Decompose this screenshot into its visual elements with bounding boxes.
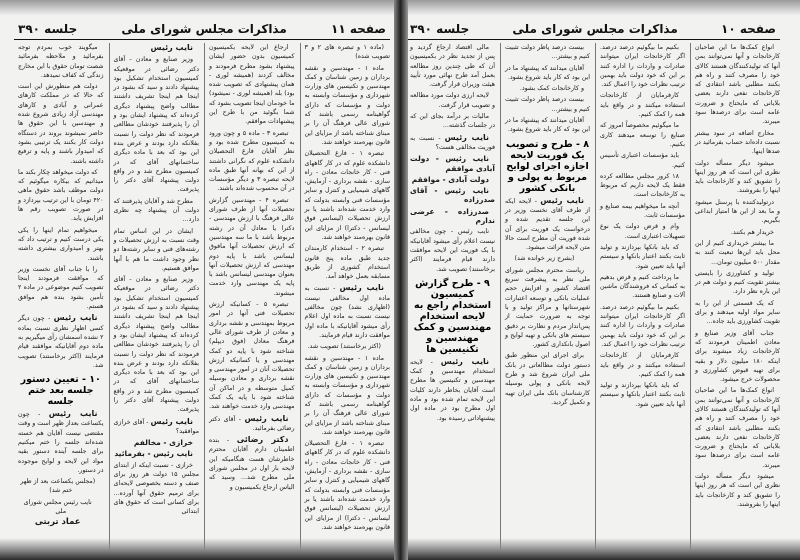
paragraph: تولید و کشاورزی را بایستی بیشتر تقویت کنیم و دولت هم در این باره نظر دارد. bbox=[695, 269, 780, 296]
section-heading: ۸ - طرح و تصویب یک فوریت لایحه اجازه اجرای لوایح مربوط به پولی و بانکی کشور bbox=[505, 138, 590, 194]
paragraph: وزیر صنایع و معادن - آقای دکتر رضائی در موقعیکه کمیسیون استخدام تشکیل بود پیشنهاد دادند و سید که بشود در اینجا هم اینجا تشریف داشتند مطالب واضح پیشنهاد دیگری کرده‌اند که پیشنهاد ایشان بود و آن را پذیرفتند خودشان مطالعی فرمودند که نظر دولت را نسبت بفلانکه دارد بودند و عرض بنده این بود که بعد با ماده دیگری ساختمانهای آقای که در کمیسیون مطرح شد و در واقع دولت پیشنهاد آقای دکتر را پذیرفت. bbox=[113, 56, 199, 194]
paragraph: مالیات بر درآمد بجای این که در جلسات گذشته... bbox=[410, 113, 495, 130]
paragraph: خریدار هم بکنند. bbox=[730, 228, 774, 236]
right-page-columns bbox=[406, 43, 780, 553]
paragraph: (ماده ۱ و تبصره های ۲ و ۳ تصویب شده) bbox=[304, 44, 390, 61]
section-heading: ۱۰ - تعیین دستور جلسه بعد ختم جلسه bbox=[20, 374, 101, 408]
paragraph: آقایان میدانند که پیشنهاد ما در این بود که کار باید شروع بشود. bbox=[505, 64, 590, 81]
speech bbox=[410, 133, 495, 153]
speaker-name: نایب رئیس bbox=[440, 356, 489, 366]
paragraph: ما میگوئیم مخصوصاً امروز که صنایع را توسعه میدهند کاری بکنیم. bbox=[600, 122, 685, 148]
paragraph: که دولت میخواهد چکار بکند ما میدانیم که بیکاره میگوئیم که دولت موظف باشد حقوق ماهی ۴۲۰ تومان با این ترتیب بپردازد و در صورت تصویب رقم ها افزایش یابد. bbox=[18, 168, 104, 223]
speech bbox=[209, 435, 295, 492]
paragraph: تبصره ۳ - ماده ۵ و چون ورود به کمیسیون مطرح شده بود و نظر آقایان فارغ التحصیلان دانشکده علوم که نگرانی داشتند از این که بهانه آنها طبق ماده لایحه تبصره ۳ و دیگر مؤسسات در آن محسوب شده‌اند باشند. bbox=[209, 129, 295, 193]
speech-text: - چون یکساعت بعداز ظهر است و وقت مقتضی نیست آقایان هم خسته شده‌اند جلسه را ختم میکنیم برای جلسه آینده دستور بقیه مواد این لایحه و لوایح موجوده در دستور. bbox=[18, 411, 104, 474]
speech-text: - آقای خرازی موافقید؟ bbox=[113, 418, 199, 435]
speech-text: - بنده اطمینان دارم آقایان محترم خاطرشان هست هنگامیکه این لایحه بار اول در مجلس شورای ملی مطرح شد... وسید که الیاس ارجاع بکمیسیون و bbox=[209, 437, 295, 491]
right-page-number: صفحه ۱۰ bbox=[721, 22, 776, 36]
paragraph: تبصره ۴ - مهندسین گزارش تحصیلات آنها از طرف شورای عالی فرهنگ با ارزش مهندسی - دکترا یا معادل آن در رشته مربوط باشد با ما سه مهندسین که ارزش تحصیلات آنها مافوق لیسانس باشد با پایه دوم مهندسی که ارزش تحصیلات آنها بعنوان مهندسی لیسانس باشد با پایه یک مهندسی وارد خدمت میشوند. bbox=[209, 196, 295, 297]
left-column-3 bbox=[109, 43, 200, 553]
signature-title: نایب رئیس مجلس شورای ملی bbox=[23, 498, 92, 516]
paragraph: میشود دیگر مسأله دولت نظری این است که هر روز اینها را تشویق کند و کارخانجات باید اینها را بفروشند. bbox=[695, 159, 780, 195]
speech bbox=[114, 417, 200, 437]
speaker-name: نایب رئیس bbox=[540, 195, 584, 205]
speech bbox=[410, 357, 495, 423]
paragraph: میخواهیم تمام اینها را یکی یکی درست کنیم و ترتیب داد که بهتر و امیدواری بیشتری داشته باشند. bbox=[18, 226, 104, 262]
paragraph: ریاست محترم مجلس شورای ملی نظر به پیشرفت سریع اقتصاد کشور و افزایش حجم عملیات بانکی و توسعه اعتبارات شهرستانها و مراکز تولید و با توجه به ضرورت حمایت از پس‌انداز مردم و نظارت بر دقیق سیستم های بانکی و تهیه لوایح و اصول بانکداری کشور. bbox=[505, 266, 590, 349]
left-column-4 bbox=[14, 43, 104, 553]
speech bbox=[305, 283, 391, 340]
paragraph: جناب آقای وزیر صنایع و معادن اطمینان فرمودند که کارخانجات زیاد میشوند برای اینکه ۱۸۰ میلیون دلار و بقیه برای تهیه قبوض کشاورزی و محصولات خرج میشود. bbox=[695, 329, 780, 384]
right-column-2 bbox=[595, 43, 685, 553]
paragraph: تبصره ۲ - استخدام کارمندان جدید طبق ماده پنج قانون استخدام کشوری از طریق مسابقه بعمل خواهد آمد. bbox=[304, 245, 390, 281]
paragraph: ماده ۱ - مهندسین و نقشه برداران و زمین شناسان و کمک مهندسین و تکنیسین های وزارت شهرداری و مؤسسات وابسته به دولت و مؤسسات که دارای گواهینامه رسمی باشند که شورای عالی فرهنگ آن را بر مبنای شناخته باشد از مزایای این قانون بهره‌مند خواهند شد. bbox=[304, 354, 390, 436]
paragraph: تبصره ۱ - فارغ التحصیلان دانشکده علوم که در کار گاهها‌ی فنی - کار خانجات معادن - راه سازی - نقشه برداری - آزمایش، گاهها‌ی شیمیایی و کنترل و سایر مؤسسات فنی وابسته بدولت که وارد خدمت شده‌اند باشند یا بر ارزش تحصیلات (لیسانس فوق لیسانس - دکترا) از مزایای این قانون بهره‌مند خواهند شد. bbox=[304, 440, 390, 531]
paragraph: میشود دیگر مسأله دولت نظری این است که هر روز اینها را تشویق کند و کارخانجات باید اینها را بفروشند. bbox=[695, 473, 780, 508]
speech-text: - آقای دکتر رضائی بفرمائید. bbox=[209, 415, 295, 432]
paragraph: ما بیشتر خریداری کنیم از این محل باید این‌ها تبعیت کنند به مقدار ۵۰۰ میلیون تومان... bbox=[695, 239, 780, 266]
paragraph: درتولیدکننده با پرسنل میشود و ما بعد از این ها امتیاز ابداعی بگیریم. bbox=[695, 198, 780, 225]
paragraph: بیست درصد پاظر دولت تثبیت کنیم و بیشتر... bbox=[505, 96, 590, 113]
center-note: (بشرح زیر خوانده شد) bbox=[514, 255, 575, 263]
paragraph: آنچه ما میخواهیم بیمه صنایع و مؤسسات ثابت. bbox=[600, 202, 685, 220]
speech-line: نایب رئیس - چون مخالفی نیست اعلام رأی میشود آقایانیکه با یک فوریت این لایحه موافقت دارند قیام فرمایند (اکثر برخاستند) تصویب شد. bbox=[410, 228, 495, 273]
speaker-name: نایب رئیس bbox=[339, 283, 384, 293]
signature-name: عماد تربتی bbox=[34, 517, 81, 528]
paragraph: کارفرمایان از کارخانجات استفاده میکنند و در واقع باید همه را کمک کنیم. bbox=[600, 92, 685, 119]
speech-text: - چون دیگر کسی اظهار نظری نسبت بماده ۲ نشده اسمشان رأی میگیریم به ماده دوم آقایانیکه موافقند قیام فرمایند (اکثر برخاستند) تصویب شد. bbox=[18, 315, 104, 369]
speech-line: صدرزاده - عرضی ندارم bbox=[410, 206, 495, 226]
paragraph: را با جناب آقای نخست وزیر که موافقت فرمودند اینجا تصویب کنیم موضوعی در ماده ۲ تأمین بشود بنده هم موافق هستم. bbox=[18, 265, 104, 311]
book-gutter bbox=[394, 0, 408, 560]
paragraph: که باید بانکها بپردازند و تولید ثابت بکنند اعتبار بانکها و سیستم آنها باید تعیین شود. bbox=[600, 382, 685, 408]
section-heading: ۹ - طرح گزارش کمیسیون استخدام راجع به لایحه استخدام مهندسین و کمک مهندسین و تکنیسین ها bbox=[413, 277, 492, 355]
right-column-1 bbox=[690, 43, 780, 553]
paragraph: ایشان در این اساس تمام وقت نسبت به ارزش تحصیلات و رشته‌های فنی و سایر رشته‌ها دو نظر وجود داشت ما هم با آنها موافق هستیم. bbox=[113, 227, 199, 272]
paragraph: مالی اقتصاد ارجاع گردید و پس از تجدید نظر در بکمیسیون آن که طی چندین روز مطالعه بعمل آمد طرح نهائی مورد تأیید هیئت وزیران قرار گرفت. bbox=[410, 44, 495, 89]
paragraph: بیست درصد پاظر دولت تثبیت کنیم و بیشتر... bbox=[505, 44, 590, 61]
speech bbox=[505, 196, 590, 253]
paragraph: مطرح شد و آقایان پذیرفتند که دولت آن پیشنهاد چه نظری دارد... bbox=[113, 197, 199, 224]
paragraph: ماده ۱ - مهندسین و نقشه برداران و زمین شناسان و کمک مهندسین و تکنیسین های وزارت شهرداری و مؤسسات وابسته به دولت و مؤسسات که دارای گواهینامه رسمی باشند که شورای عالی فرهنگ آن را بر مبنای شناخته باشد از مزایای این قانون بهره‌مند خواهند شد. bbox=[304, 64, 390, 146]
speech bbox=[18, 313, 104, 370]
paragraph: تبصره ۵ - کسانیکه ارزش تحصیلات فنی آنها در امور مربوط بمهندسی و نقشه برداری و معادن از طرف شورای عالی فرهنگ معادل (فوق دیپلم) شناخته شود با پایه دو کمک مهندسی و یا کسانیکه ارزش تحصیلات آنان در امور مهندسی و نقشه برداری و معادن بوسیله کمیل متوسطه و در اماکن آن شناخته شود با پایه یک کمک مهندسی وارد خدمت خواهند شد. bbox=[209, 301, 295, 411]
speech bbox=[114, 43, 200, 53]
speech-line: نایب رئیس - آقای صدرزاده bbox=[410, 186, 495, 205]
paragraph: ارجاع این لایحه بکمیسیون کمیسیون بدون حضور ایشان پیشنهاد بشود مطرح فرمودند و مخالف کردند (همیشه لوری - همان پیشنهادی که تصویب شده بود) بله (همیشه لوری - نمیشود) ما خودمان اینجا تصویب بشود که شما بگوئید من با طرح این پیشنهادات موافقم. bbox=[209, 44, 295, 126]
right-column-4 bbox=[406, 43, 495, 553]
paragraph: میگویند خوب بمردم توجه بفرمائید و ملاحظه بفرمائید شصت تومان حقوق با این مخارج زندگی که کفاف نمیدهد. bbox=[18, 44, 104, 79]
paragraph: و کارخانجات کمک بشود. bbox=[519, 85, 584, 93]
paragraph: انواع کمک‌ها ما این صاحبان کارخانجات و آنها نمی‌توانند بمن آنها که تولیدکنندگان هستند کالای خود را مصرف کنند و راه هم بکنند مطلبی باشد انتقادی که کارخانجات نفعی دارند بعضی بلایانی که مایحتاج و ضرورت عامه است برای درصد‌ها سود میبرند. bbox=[695, 387, 780, 469]
paragraph: کارفرمایان از کارخانجات استفاده میکنند و در واقع باید همه را کمک کنیم. bbox=[600, 352, 685, 378]
left-page-number: صفحه ۱۱ bbox=[331, 22, 386, 36]
paragraph: که باید بانکها بپردازند و تولید ثابت بکنند اعتبار بانکها و سیستم آنها باید تعیین شود. bbox=[600, 243, 685, 270]
speech-line: نایب رئیس - بفرمائید bbox=[114, 449, 193, 459]
paragraph: بکنیم ما بیگوئیم درصد درصد. اگر کارخانجات ایران میتوانند صادرات و واردات را اداره کنند بر این که خود دولت باید بهمین ترتیب نظرات خود را اعمال کند. bbox=[600, 44, 685, 89]
speaker-name: نایب رئیس bbox=[48, 409, 98, 419]
right-page-title: مذاکرات مجلس شورای ملی bbox=[512, 22, 678, 36]
speaker-name: نایب رئیس bbox=[244, 413, 289, 423]
paragraph: وزیر صنایع و معادن - آقای دکتر رضائی در موقعیکه کمیسیون استخدام تشکیل بود پیشنهاد دادند و سید که بشود در اینجا هم اینجا تشریف داشتند مطالب واضح پیشنهاد دیگری کرده‌اند که پیشنهاد ایشان بود و آن را پذیرفتند خودشان مطالعی فرمودند که نظر دولت را نسبت بفلانکه دارد بودند و عرض بنده این بود که بعد با ماده دیگری ساختمانهای آقای که در کمیسیون مطرح شد و در واقع دولت پیشنهاد آقای دکتر را پذیرفت. bbox=[113, 276, 199, 414]
paragraph: مخارج اضافه در سود بیشتر نسبت داده‌اند حساب بفرمائید در صدها اینها. bbox=[695, 129, 780, 156]
speech-text: - نسبت به ماده اول مخالفی نیست (اظهاری نشد) چون مخالفی نیست نسبت به ماده اول اعلام رأی میشود آقایانیکه با ماده اول موافقت دارند قیام فرمایند. bbox=[304, 285, 390, 339]
paragraph: باید مؤسسات اعتباری تأسیس کنیم. bbox=[600, 152, 685, 169]
paragraph: دولت هم منظورش این است که حالا که در مملکت کارهای عمرانی و آبادی و کارهای مهندسی آزاد زیادی شروع شده و مهندسین با این حقوق ها حاضر نمیشوند بروند در دستگاه دولت کار بکنند یک ترتیبی بشود که امیدوار باشند و پایه و ترفیع داشته باشند. bbox=[18, 83, 104, 165]
left-page-session: جلسه ۳۹۰ bbox=[18, 22, 78, 36]
left-page-title: مذاکرات مجلس شورای ملی bbox=[121, 22, 287, 36]
paragraph: تبصره ۱ - فارغ التحصیلان دانشکده علوم که در کار گاهها‌ی فنی - کار خانجات معادن - راه سازی - نقشه برداری - آزمایش، گاهها‌ی شیمیایی و کنترل و سایر مؤسسات فنی وابسته بدولت که وارد خدمت شده‌اند باشند یا بر ارزش تحصیلات (لیسانس فوق لیسانس - دکترا) از مزایای این قانون بهره‌مند خواهند شد. bbox=[304, 150, 390, 241]
paragraph: آقایان میدانند که پیشنهاد ما در این بود که کار باید شروع بشود. bbox=[505, 117, 590, 134]
paragraph: ۱۸ کرور مجلس مطالعه کرده فقط یک لایحه داریم که مربوط به کارخانجات است. bbox=[600, 172, 685, 199]
left-page bbox=[0, 0, 398, 560]
speech-line: نایب رئیس - دولت آبادی موافقم bbox=[410, 154, 495, 173]
closing-note: (اکثر برخاستند) تصویب شد. bbox=[307, 343, 381, 351]
left-page-columns bbox=[14, 43, 390, 553]
left-page-header bbox=[14, 18, 390, 40]
paragraph: ما پرداخت کنیم و قرض بدهیم به کسانی که فروشندگان ماشین آلات و صنایع هستند. bbox=[600, 273, 685, 300]
closing-note: (مجلس یکساعت بعد از ظهر ختم شد) bbox=[20, 478, 96, 495]
paragraph: بکنیم ما بیگوئیم درصد درصد. اگر کارخانجات ایران میتوانند صادرات و واردات را اداره کنند بر این که خود دولت باید بهمین ترتیب نظرات خود را اعمال کند. bbox=[600, 303, 685, 348]
speech-text: - نسبت به فوریت مخالفی هست؟ bbox=[410, 134, 495, 151]
speaker-name: دکتر رضائی bbox=[236, 435, 289, 445]
right-column-3 bbox=[500, 43, 590, 553]
speech-line: خرازی - مخالفم bbox=[133, 438, 193, 448]
paragraph: که یک قسمتی از این را به سایر مواد اولیه میدهند و برای تقویت کشاورزی باید جاده... bbox=[695, 299, 780, 326]
speech-line: خرازی - نسبت اینکه از ابتدای مجلس ۱۵ دولت هر روز برای صنف و دسته بخصوصی لایحه‌ای برای ترمیم حقوق آنها آورده... برای کسانی است که حقوق های ابتدائی bbox=[113, 461, 199, 516]
speaker-name: نایب رئیس bbox=[150, 43, 193, 52]
speaker-name: نایب رئیس bbox=[444, 132, 489, 142]
right-page-header bbox=[406, 18, 780, 40]
paragraph: لایحه ارزی دولت مورد مطالعه و تصویب قرار گرفت. bbox=[410, 92, 495, 109]
speech bbox=[209, 414, 295, 434]
paragraph: برای اجرای این منظور طبق دستور دولت مطالعاتی در بانک ملی ایران شروع شد و طرح لایحه بانکی و پولی بوسیله کارشناسان بانک ملی ایران تهیه و تکمیل گردید. bbox=[505, 352, 590, 406]
right-page-session: جلسه ۳۹۰ bbox=[410, 22, 470, 36]
speech bbox=[18, 409, 104, 475]
right-page bbox=[398, 0, 800, 560]
paragraph: وام و قرض دولت یک نوع تسهیلات اعتباری است. bbox=[600, 223, 685, 240]
speaker-name: نایب رئیس bbox=[53, 313, 98, 323]
speech-text: - لایحه استخدام مهندسین و کمک مهندسین و تکنیسین ها مطرح است آقایان بخاطر دارند کلیات این لایحه تمام شده بود و ماده اول مطرح بود در ماده اول پیشنهاداتی رسیده بود. bbox=[410, 358, 495, 422]
speech-line: دولت آبادی - موافقم bbox=[411, 174, 489, 184]
left-column-2 bbox=[204, 43, 295, 553]
paragraph: انواع کمک‌ها ما این صاحبان کارخانجات و آنها نمی‌توانند بمن آنها که تولیدکنندگان هستند کالای خود را مصرف کنند و راه هم بکنند مطلبی باشد انتقادی که کارخانجات نفعی دارند بعضی بلایانی که مایحتاج و ضرورت عامه است برای درصد‌ها سود میبرند. bbox=[695, 44, 780, 126]
speech-text: - لایحه ایکه از طرف آقای نخست وزیر در این جلسه تقدیم شده و درخواست یک فوریت برای آن شده فوریت آن مطرح است حالا متن لایحه قرائت میشود. bbox=[505, 197, 590, 252]
left-column-1 bbox=[300, 43, 391, 553]
speaker-name: نایب رئیس bbox=[150, 416, 193, 426]
